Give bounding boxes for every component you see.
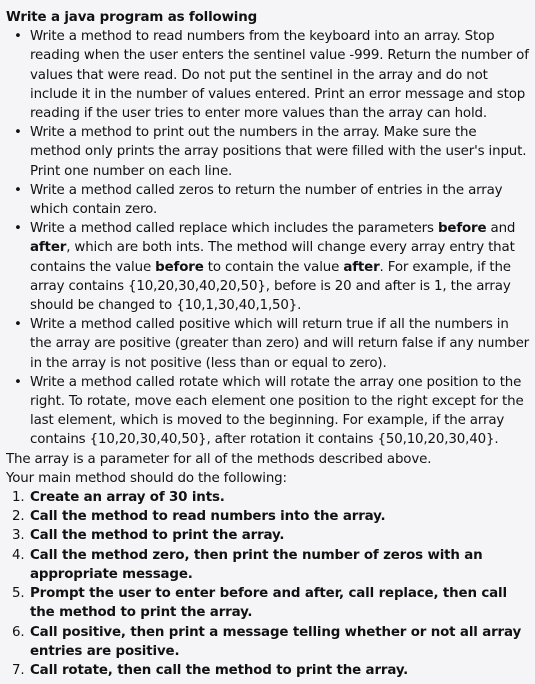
- step-number: 2.: [12, 509, 25, 525]
- step-item: [6, 488, 531, 507]
- document-heading: Write a java program as following: [6, 10, 258, 25]
- main-method-steps: [6, 488, 531, 680]
- step-item: [6, 584, 531, 622]
- step-item: [6, 546, 531, 584]
- replace-bold-after-2: after: [343, 259, 380, 275]
- step-number: 5.: [12, 586, 25, 602]
- requirement-replace-method: [6, 219, 531, 315]
- replace-bold-before: before: [437, 221, 487, 237]
- step-text: Call the method to read numbers into the array.: [30, 509, 386, 525]
- replace-bold-before-2: before: [155, 259, 204, 275]
- step-item: [6, 623, 531, 661]
- replace-bold-after: after: [30, 240, 67, 256]
- array-parameter-note: The array is a parameter for all of the methods described above.: [6, 451, 432, 467]
- step-number: 7.: [12, 662, 25, 678]
- step-number: 1.: [12, 490, 25, 506]
- requirements-list: [6, 27, 531, 449]
- replace-text-4: to contain the value: [203, 259, 344, 275]
- requirement-print-method: • Write a method to print out the numbers in the array. Make sure the method only prints the array positions that were filled with the user's input. Print one number on each line.: [6, 123, 531, 181]
- step-item: [6, 507, 531, 526]
- step-item: [6, 661, 531, 680]
- step-text: Call rotate, then call the method to print the array.: [30, 662, 409, 678]
- requirement-rotate-method: • Write a method called rotate which will rotate the array one position to the right. To rotate, move each element one position to the right except for the last element, which is moved to the beginning. For example, if the array contains {10,20,30,40,50}, after rotation it contains {50,10,20,30,40}.: [6, 373, 531, 450]
- step-number: 6.: [12, 624, 25, 640]
- replace-text-5: . For example, if the array contains {10,20,30,40,20,50}, before is 20 and after is 1, the array should be changed to {10,1,30,40,1,50}.: [30, 259, 511, 314]
- step-item: [6, 526, 531, 545]
- step-text: Call positive, then print a message telling whether or not all array entries are positive.: [30, 624, 522, 659]
- step-number: 3.: [12, 528, 25, 544]
- step-text: Call the method to print the array.: [30, 528, 285, 544]
- requirement-positive-method: • Write a method called positive which will return true if all the numbers in the array are positive (greater than zero) and will return false if any number in the array is not positive (less than or equal to zero).: [6, 315, 531, 373]
- main-method-intro: Your main method should do the following:: [6, 470, 287, 486]
- replace-text-2: and: [486, 221, 516, 237]
- step-text: Prompt the user to enter before and after, call replace, then call the method to print the array.: [30, 586, 507, 621]
- replace-text-1: Write a method called replace which includes the parameters: [30, 221, 438, 237]
- replace-text-3: , which are both ints. The method will change every array entry that contains the value: [30, 240, 515, 275]
- requirement-zeros-method: • Write a method called zeros to return the number of entries in the array which contain zero.: [6, 181, 531, 219]
- step-number: 4.: [12, 547, 25, 563]
- requirement-read-method: • Write a method to read numbers from the keyboard into an array. Stop reading when the user enters the sentinel value -999. Return the number of values that were read. Do not put the sentinel in the array and do not include it in the number of values entered. Print an error message and stop reading if the user tries to enter more values than the array can hold.: [6, 27, 531, 123]
- step-text: Call the method zero, then print the number of zeros with an appropriate message.: [30, 547, 483, 582]
- step-text: Create an array of 30 ints.: [30, 490, 225, 506]
